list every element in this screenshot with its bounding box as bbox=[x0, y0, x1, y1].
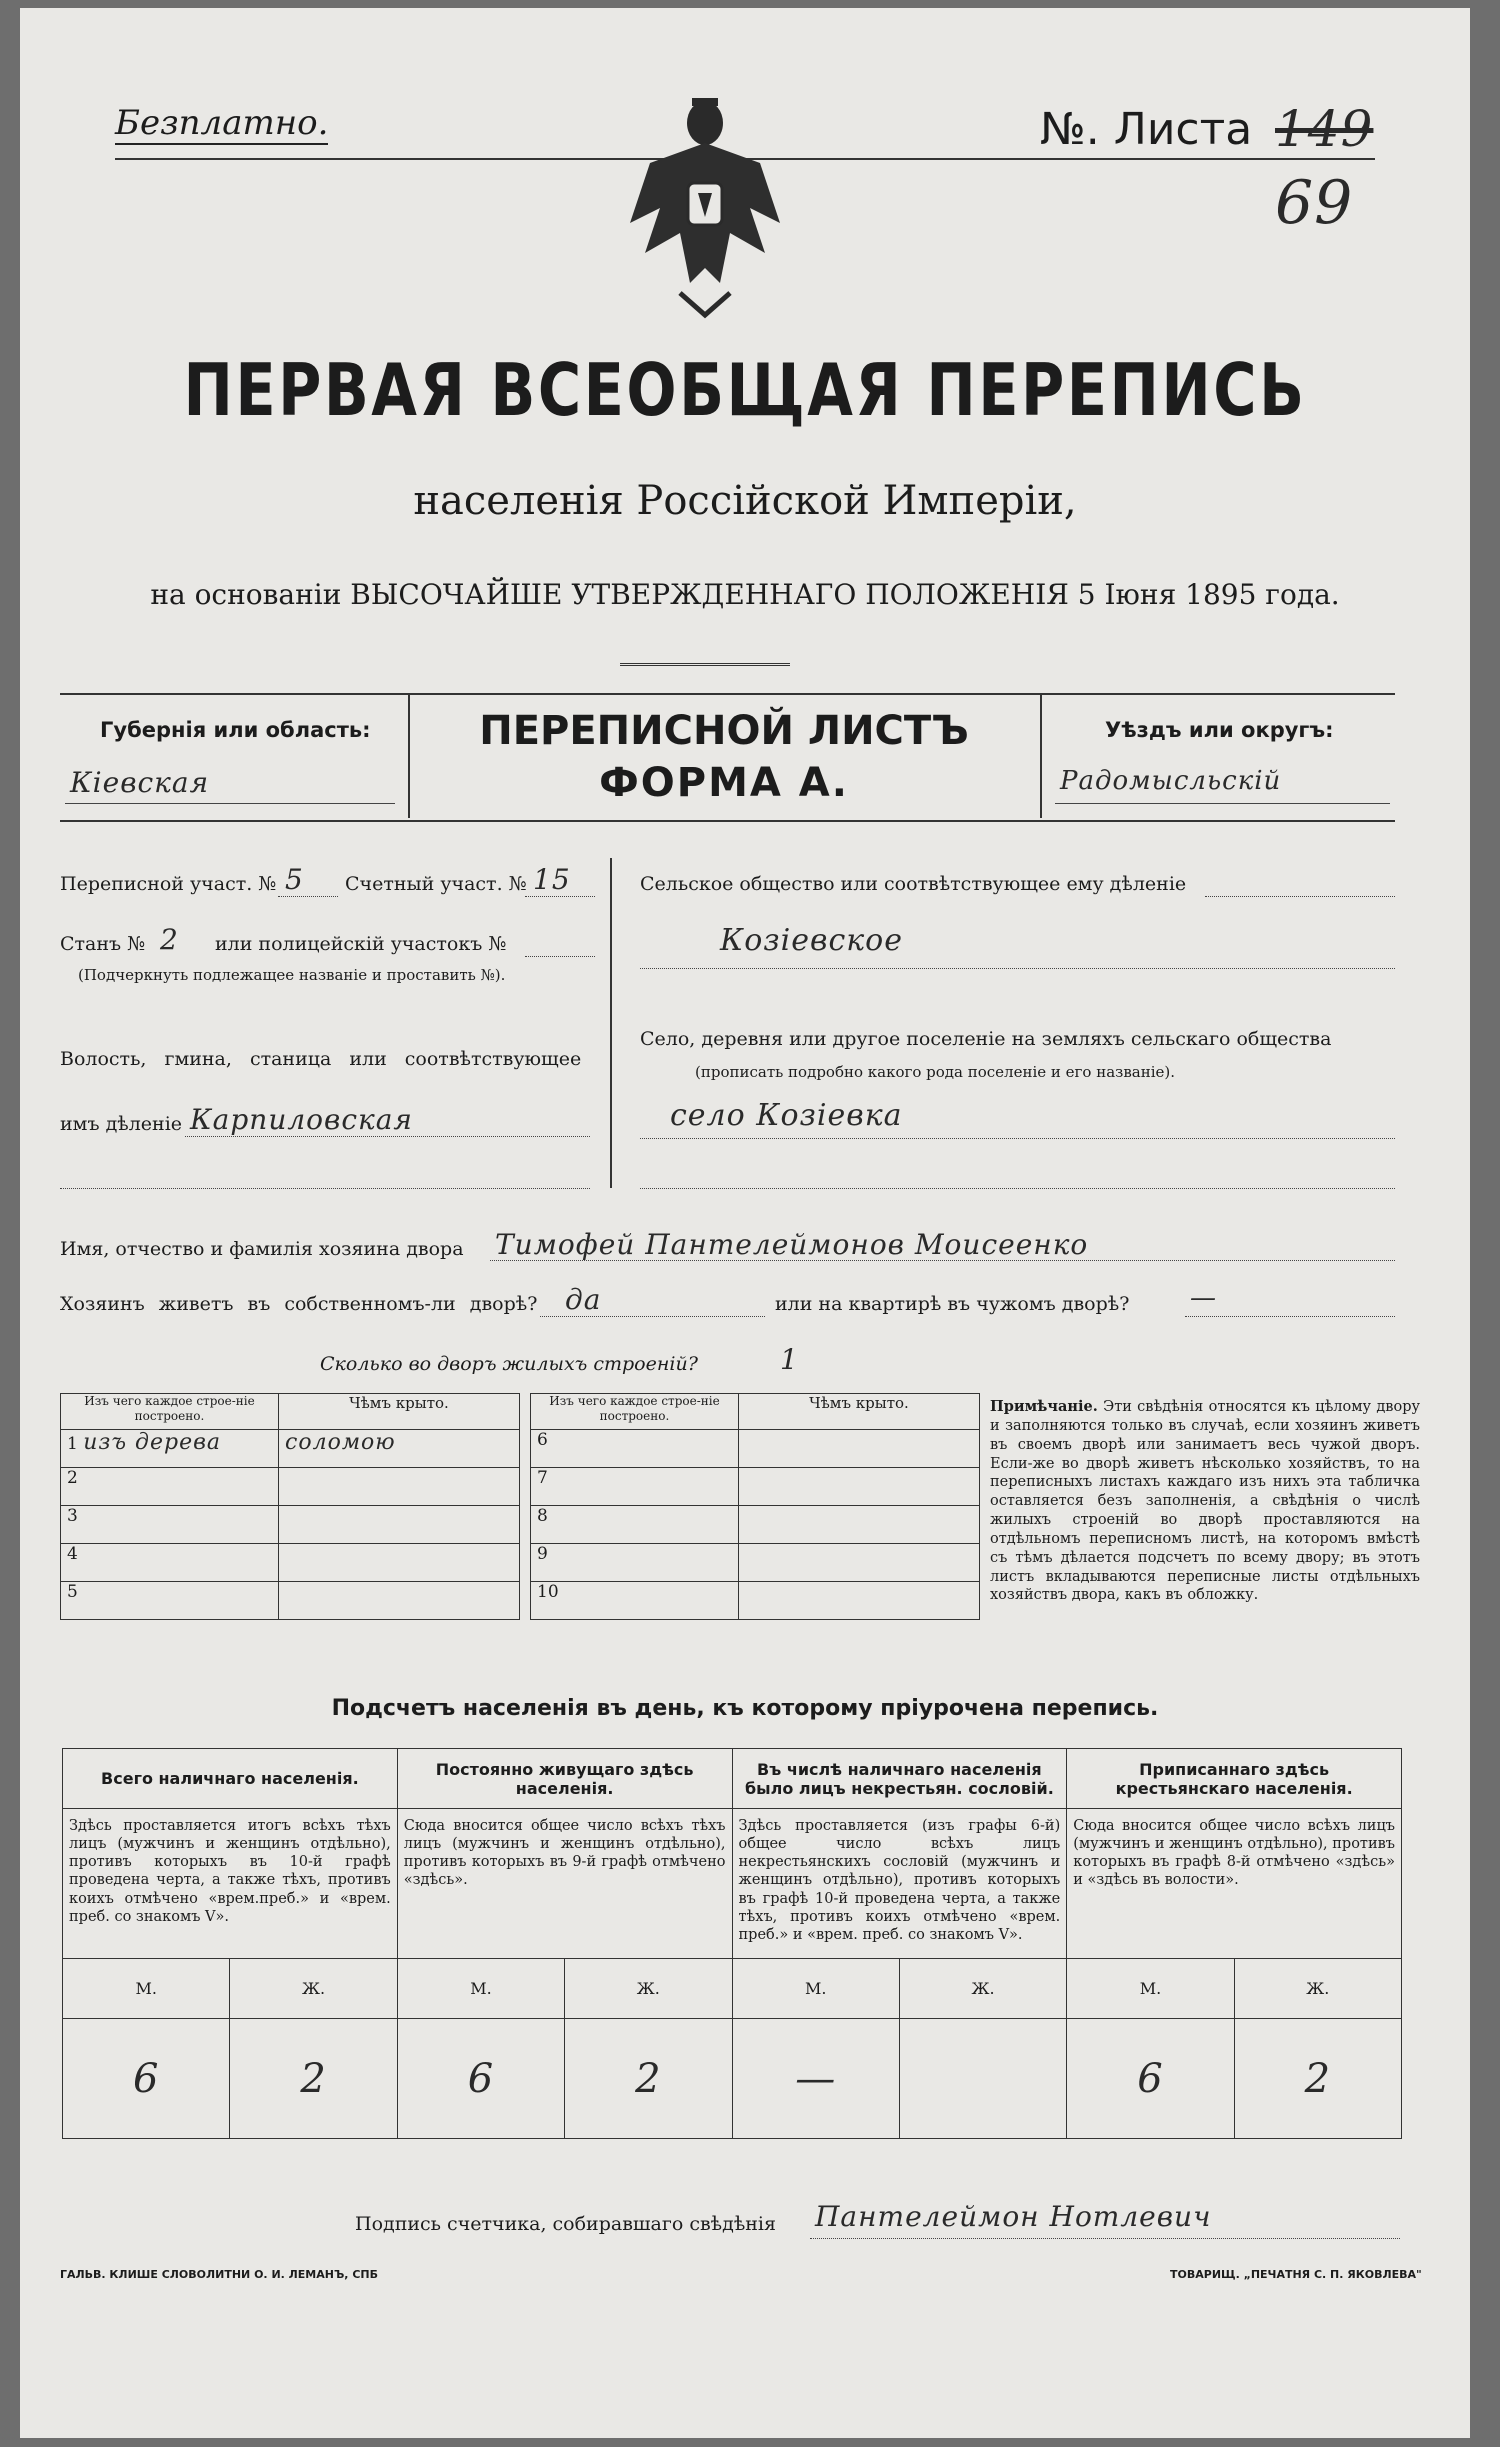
building-roof-9 bbox=[739, 1544, 980, 1582]
count-f-label-2: Ж. bbox=[565, 1959, 732, 2019]
owner-rent-label: или на квартирѣ въ чужомъ дворѣ? bbox=[775, 1293, 1130, 1315]
stan-value: 2 bbox=[160, 923, 179, 956]
census-subtitle: населенія Россійской Имперіи, bbox=[413, 478, 1077, 524]
building-row-3: 3 bbox=[61, 1506, 279, 1544]
uezd-line bbox=[1055, 803, 1390, 804]
census-basis-line: на основаніи ВЫСОЧАЙШЕ УТВЕРЖДЕННАГО ПОЛОЖЕНІЯ 5 Іюня 1895 года. bbox=[150, 578, 1340, 611]
ornament-divider bbox=[620, 663, 790, 666]
owner-name-label: Имя, отчество и фамилія хозяина двора bbox=[60, 1238, 464, 1260]
rural-society-line-2 bbox=[640, 968, 1395, 969]
building-row-4: 4 bbox=[61, 1544, 279, 1582]
gubernia-line bbox=[65, 803, 395, 804]
village-note: (прописать подробно какого рода поселеніе и его названіе). bbox=[695, 1063, 1175, 1081]
village-line-1 bbox=[640, 1138, 1395, 1139]
roof-header-2: Чѣмъ крыто. bbox=[739, 1394, 980, 1430]
owner-lives-label: Хозяинъ живетъ въ собственномъ-ли дворѣ? bbox=[60, 1293, 538, 1315]
remark-label: Примѣчаніе. bbox=[990, 1398, 1098, 1415]
signature-line bbox=[810, 2238, 1400, 2239]
count-head-registered: Приписаннаго здѣсь крестьянскаго населенія. bbox=[1067, 1749, 1402, 1809]
rural-society-value: Козіевское bbox=[720, 923, 903, 958]
free-label: Безплатно. bbox=[115, 103, 329, 143]
owner-lives-value: да bbox=[565, 1283, 602, 1316]
count-f-label-3: Ж. bbox=[899, 1959, 1066, 2019]
count-registered-m: 6 bbox=[1067, 2019, 1234, 2139]
police-district-line bbox=[525, 956, 595, 957]
building-roof-7 bbox=[739, 1468, 980, 1506]
counting-district-label: Счетный участ. № bbox=[345, 873, 527, 895]
population-count-title: Подсчетъ населенія въ день, къ которому пріурочена перепись. bbox=[331, 1696, 1159, 1721]
volost-label-2: имъ дѣленіе bbox=[60, 1113, 183, 1135]
count-registered-f: 2 bbox=[1234, 2019, 1401, 2139]
header-divider-right bbox=[1040, 693, 1042, 818]
owner-rent-value: — bbox=[1190, 1283, 1217, 1313]
count-present-m: 6 bbox=[63, 2019, 230, 2139]
village-value: село Козіевка bbox=[670, 1098, 903, 1133]
building-row-10: 10 bbox=[531, 1582, 739, 1620]
census-form-page bbox=[20, 8, 1470, 2438]
building-roof-6 bbox=[739, 1430, 980, 1468]
count-desc-nonpeasant: Здѣсь проставляется (изъ графы 6-й) общее число всѣхъ лицъ некрестьянскихъ сословій (мужчинъ и женщинъ отдѣльно), противъ которыхъ въ графѣ 10-й проведена черта, а также тѣхъ, противъ коихъ отмѣчено «врем. преб.» и «врем. преб. со знакомъ V». bbox=[732, 1809, 1067, 1959]
count-head-permanent: Постоянно живущаго здѣсь населенія. bbox=[397, 1749, 732, 1809]
count-desc-present: Здѣсь проставляется итогъ всѣхъ тѣхъ лицъ (мужчинъ и женщинъ отдѣльно), противъ которыхъ въ 10-й графѣ проведена черта, а также тѣхъ, противъ коихъ отмѣчено «врем.преб.» и «врем. преб. со знакомъ V». bbox=[63, 1809, 398, 1959]
buildings-table-right bbox=[530, 1393, 980, 1620]
count-nonpeasant-f bbox=[899, 2019, 1066, 2139]
volost-label: Волость, гмина, станица или соотвѣтствующее bbox=[60, 1048, 582, 1070]
remark-text: Эти свѣдѣнія относятся къ цѣлому двору и заполняются только въ случаѣ, если хозяинъ живетъ въ своемъ дворѣ или занимаетъ весь чужой дворъ. Если-же во дворѣ живетъ нѣсколько хозяйствъ, то на переписныхъ листахъ каждаго изъ нихъ эта табличка оставляется безъ заполненія, а свѣдѣнія о числѣ жилыхъ строеній во дворѣ проставляются на отдѣльномъ переписномъ листѣ, на которомъ вмѣстѣ съ тѣмъ дѣлается подсчетъ по всему двору; въ этотъ листъ вкладываются переписные листы отдѣльныхъ хозяйствъ двора, какъ въ обложку. bbox=[990, 1399, 1421, 1604]
sheet-number-value: 149 bbox=[1275, 100, 1374, 158]
volost-line-2 bbox=[60, 1188, 590, 1189]
footer-right: ТОВАРИЩ. „ПЕЧАТНЯ С. П. ЯКОВЛЕВА" bbox=[1170, 2268, 1422, 2281]
gubernia-value: Кіевская bbox=[70, 766, 210, 799]
material-header-2: Изъ чего каждое строе-ніе построено. bbox=[531, 1394, 739, 1430]
form-title: ПЕРЕПИСНОЙ ЛИСТЪ bbox=[479, 708, 969, 754]
population-count-table bbox=[62, 1748, 1402, 2139]
census-main-title: ПЕРВАЯ ВСЕОБЩАЯ ПЕРЕПИСЬ bbox=[183, 348, 1307, 432]
stan-label: Станъ № bbox=[60, 933, 146, 955]
section-divider bbox=[610, 858, 612, 1188]
count-desc-registered: Сюда вносится общее число всѣхъ лицъ (мужчинъ и женщинъ отдѣльно), противъ которыхъ въ графѣ 8-й отмѣчено «здѣсь» и «здѣсь въ волости». bbox=[1067, 1809, 1402, 1959]
count-head-present: Всего наличнаго населенія. bbox=[63, 1749, 398, 1809]
building-roof-4 bbox=[279, 1544, 520, 1582]
building-row-2: 2 bbox=[61, 1468, 279, 1506]
material-header: Изъ чего каждое строе-ніе построено. bbox=[61, 1394, 279, 1430]
building-row-8: 8 bbox=[531, 1506, 739, 1544]
count-m-label-4: М. bbox=[1067, 1959, 1234, 2019]
owner-name-value: Тимофей Пантелеймонов Моисеенко bbox=[495, 1228, 1089, 1261]
census-district-value: 5 bbox=[285, 863, 304, 896]
rural-society-label: Сельское общество или соотвѣтствующее ему дѣленіе bbox=[640, 873, 1187, 895]
count-present-f: 2 bbox=[230, 2019, 397, 2139]
building-roof-3 bbox=[279, 1506, 520, 1544]
building-roof-8 bbox=[739, 1506, 980, 1544]
owner-rent-line bbox=[1185, 1316, 1395, 1317]
gubernia-label: Губернія или область: bbox=[100, 718, 371, 742]
count-permanent-m: 6 bbox=[397, 2019, 564, 2139]
count-m-label-2: М. bbox=[397, 1959, 564, 2019]
sheet-number-label: №. Листа bbox=[1040, 104, 1253, 155]
building-row-1: 1 изъ дерева bbox=[61, 1430, 279, 1468]
underline-note: (Подчеркнуть подлежащее названіе и проставить №). bbox=[78, 966, 506, 984]
count-m-label-1: М. bbox=[63, 1959, 230, 2019]
volost-value: Карпиловская bbox=[190, 1103, 413, 1136]
buildings-count-label: Сколько во дворъ жилыхъ строеній? bbox=[320, 1353, 698, 1375]
volost-line bbox=[185, 1136, 590, 1137]
building-roof-1: соломою bbox=[279, 1430, 520, 1468]
count-permanent-f: 2 bbox=[565, 2019, 732, 2139]
signature-value: Пантелеймон Нотлевич bbox=[815, 2200, 1212, 2233]
buildings-table-left bbox=[60, 1393, 520, 1620]
building-row-5: 5 bbox=[61, 1582, 279, 1620]
counting-district-line bbox=[525, 896, 595, 897]
census-district-line bbox=[278, 896, 338, 897]
owner-lives-line bbox=[540, 1316, 765, 1317]
census-district-label: Переписной участ. № bbox=[60, 873, 277, 895]
counting-district-value: 15 bbox=[533, 863, 571, 896]
building-row-7: 7 bbox=[531, 1468, 739, 1506]
building-row-6: 6 bbox=[531, 1430, 739, 1468]
sheet-number-value-2: 69 bbox=[1275, 168, 1354, 238]
rural-society-line-1 bbox=[1205, 896, 1395, 897]
building-roof-2 bbox=[279, 1468, 520, 1506]
footer-left: ГАЛЬВ. КЛИШЕ СЛОВОЛИТНИ О. И. ЛЕМАНЪ, СПБ bbox=[60, 2268, 378, 2281]
count-m-label-3: М. bbox=[732, 1959, 899, 2019]
building-row-9: 9 bbox=[531, 1544, 739, 1582]
village-line-2 bbox=[640, 1188, 1395, 1189]
buildings-count-value: 1 bbox=[780, 1343, 799, 1376]
signature-label: Подпись счетчика, собиравшаго свѣдѣнія bbox=[355, 2213, 776, 2235]
count-head-nonpeasant: Въ числѣ наличнаго населенія было лицъ некрестьян. сословій. bbox=[732, 1749, 1067, 1809]
count-f-label-4: Ж. bbox=[1234, 1959, 1401, 2019]
uezd-value: Радомысльскій bbox=[1060, 766, 1282, 796]
building-roof-10 bbox=[739, 1582, 980, 1620]
owner-name-line bbox=[490, 1260, 1395, 1261]
form-subtitle: ФОРМА А. bbox=[599, 760, 849, 806]
police-district-label: или полицейскій участокъ № bbox=[215, 933, 507, 955]
remark-block bbox=[990, 1398, 1420, 1605]
count-desc-permanent: Сюда вносится общее число всѣхъ тѣхъ лицъ (мужчинъ и женщинъ отдѣльно), противъ которыхъ въ 9-й графѣ отмѣчено «здѣсь». bbox=[397, 1809, 732, 1959]
village-label: Село, деревня или другое поселеніе на земляхъ сельскаго общества bbox=[640, 1028, 1332, 1050]
count-nonpeasant-m: — bbox=[732, 2019, 899, 2139]
roof-header: Чѣмъ крыто. bbox=[279, 1394, 520, 1430]
bleed-through-area bbox=[60, 223, 1440, 363]
uezd-label: Уѣздъ или округъ: bbox=[1105, 718, 1334, 742]
building-roof-5 bbox=[279, 1582, 520, 1620]
count-f-label-1: Ж. bbox=[230, 1959, 397, 2019]
